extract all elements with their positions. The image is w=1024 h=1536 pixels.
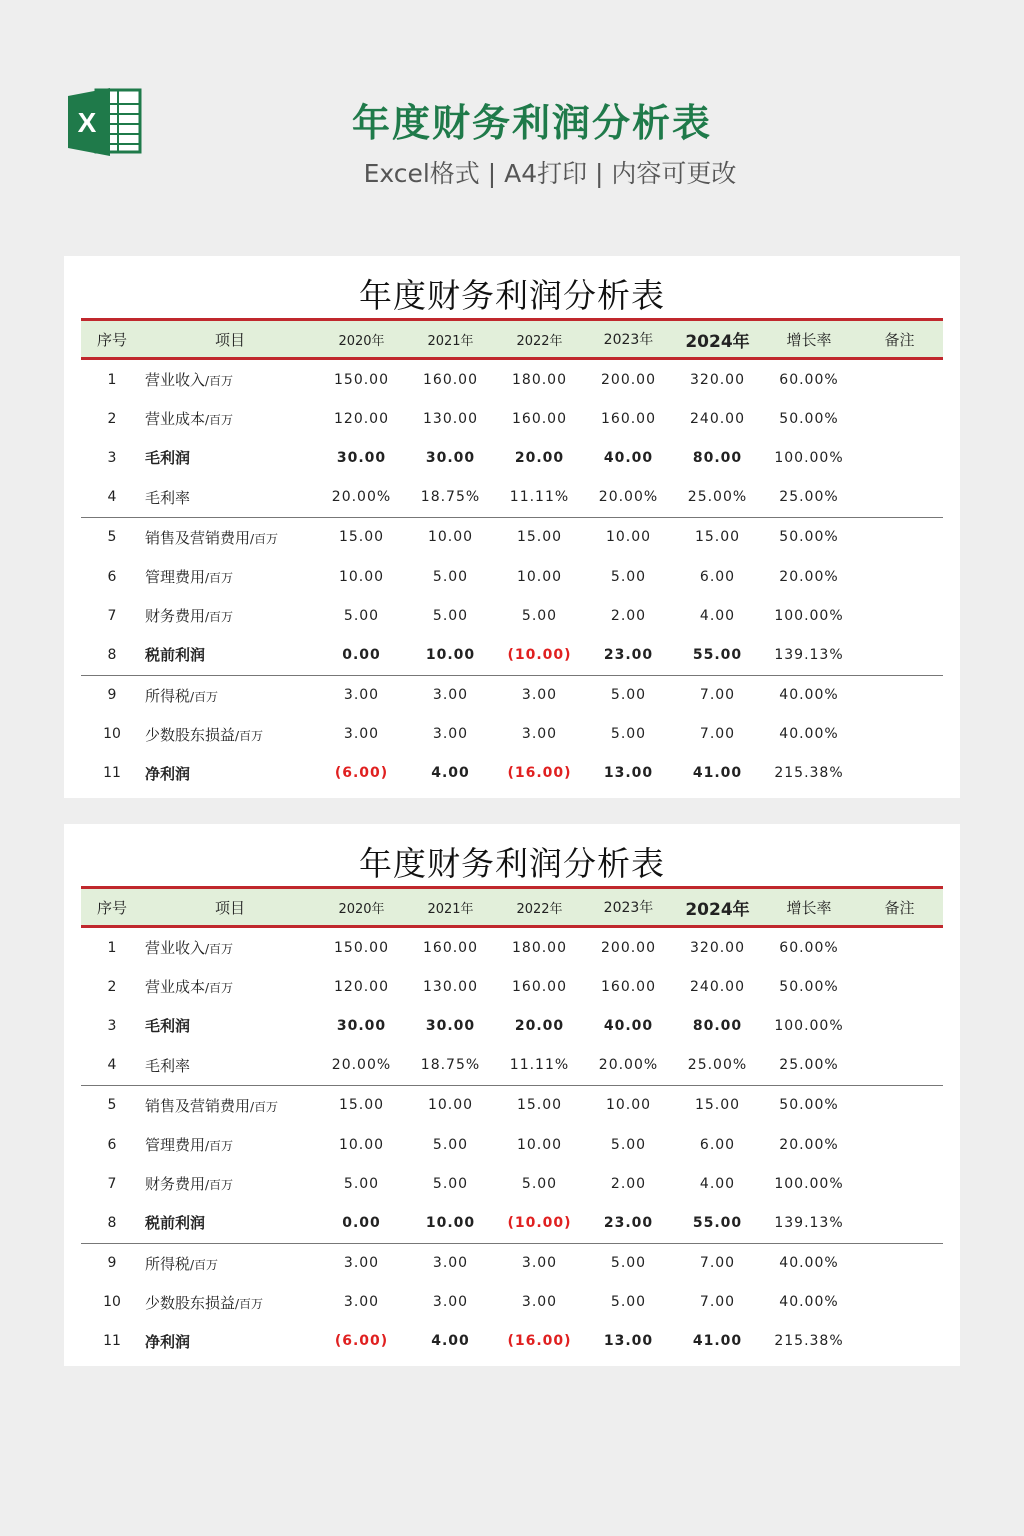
item-name: 毛利润 xyxy=(145,449,191,468)
row-number: 4 xyxy=(107,1057,117,1074)
val-2020: 5.00 xyxy=(343,607,380,624)
growth-rate: 100.00% xyxy=(774,607,844,624)
val-2020: 3.00 xyxy=(343,1294,380,1311)
row-number: 10 xyxy=(103,726,121,743)
val-2020: 30.00 xyxy=(336,1017,387,1034)
growth-rate: 25.00% xyxy=(779,1057,839,1074)
growth-rate: 20.00% xyxy=(779,568,839,585)
item-unit: /百万 xyxy=(205,374,234,389)
item-unit: /百万 xyxy=(235,1296,264,1311)
val-2020: 150.00 xyxy=(334,939,389,956)
val-2024: 240.00 xyxy=(690,410,745,427)
row-number: 1 xyxy=(107,939,117,956)
val-2020: 3.00 xyxy=(343,1255,380,1272)
val-2020: 15.00 xyxy=(338,1097,385,1114)
row-item xyxy=(143,1015,317,1036)
table-row xyxy=(81,1046,943,1086)
val-2022: 160.00 xyxy=(512,410,567,427)
row-number: 8 xyxy=(107,1214,117,1231)
val-2021: 5.00 xyxy=(432,607,469,624)
growth-rate: 50.00% xyxy=(779,1097,839,1114)
growth-rate: 40.00% xyxy=(779,687,839,704)
col-header-2020: 2020年 xyxy=(338,333,385,349)
val-2024: 55.00 xyxy=(692,646,743,663)
item-unit: /百万 xyxy=(205,610,234,625)
svg-text:X: X xyxy=(77,107,97,138)
val-2021: 130.00 xyxy=(423,410,478,427)
table-row xyxy=(81,676,943,715)
item-unit: /百万 xyxy=(205,942,234,957)
val-2024: 4.00 xyxy=(699,1175,736,1192)
table-row xyxy=(81,557,943,596)
col-header-item: 项目 xyxy=(214,898,245,917)
item-name: 少数股东损益 xyxy=(145,1293,236,1312)
profit-table xyxy=(81,886,943,1361)
val-2023: 5.00 xyxy=(610,1294,647,1311)
val-2024: 80.00 xyxy=(692,449,743,466)
row-number: 6 xyxy=(107,568,117,585)
val-2022: 15.00 xyxy=(516,529,563,546)
row-item xyxy=(143,1253,317,1274)
col-header-2021: 2021年 xyxy=(427,333,474,349)
item-unit: /百万 xyxy=(205,1139,234,1154)
val-2021: 160.00 xyxy=(423,939,478,956)
row-number: 2 xyxy=(107,978,117,995)
val-2022: 11.11% xyxy=(509,489,570,506)
val-2021: 10.00 xyxy=(425,646,476,663)
val-2023: 160.00 xyxy=(601,410,656,427)
col-header-no: 序号 xyxy=(96,898,127,917)
val-2020: 20.00% xyxy=(331,489,392,506)
row-number: 8 xyxy=(107,646,117,663)
item-name: 所得税 xyxy=(145,1254,191,1273)
item-name: 管理费用 xyxy=(145,568,206,587)
growth-rate: 40.00% xyxy=(779,1294,839,1311)
val-2024: 6.00 xyxy=(699,1136,736,1153)
item-unit: /百万 xyxy=(190,689,219,704)
row-number: 11 xyxy=(103,765,121,782)
growth-rate: 50.00% xyxy=(779,529,839,546)
row-item xyxy=(143,527,317,548)
val-2020: 10.00 xyxy=(338,1136,385,1153)
row-item xyxy=(143,566,317,587)
val-2020: 3.00 xyxy=(343,687,380,704)
val-2023: 10.00 xyxy=(605,1097,652,1114)
val-2023: 200.00 xyxy=(601,371,656,388)
val-2023: 5.00 xyxy=(610,726,647,743)
col-header-no: 序号 xyxy=(96,330,127,349)
report-card xyxy=(64,824,960,1366)
item-unit: /百万 xyxy=(235,728,264,743)
val-2023: 40.00 xyxy=(603,449,654,466)
item-name: 毛利率 xyxy=(145,1056,191,1075)
col-header-2021: 2021年 xyxy=(427,901,474,917)
table-row xyxy=(81,596,943,635)
row-number: 7 xyxy=(107,607,117,624)
item-unit: /百万 xyxy=(250,1099,279,1114)
item-name: 财务费用 xyxy=(145,607,206,626)
val-2020: 3.00 xyxy=(343,726,380,743)
growth-rate: 100.00% xyxy=(774,1017,844,1034)
item-unit: /百万 xyxy=(190,1257,219,1272)
row-item xyxy=(143,1331,317,1352)
item-unit: /百万 xyxy=(205,1178,234,1193)
val-2022: 5.00 xyxy=(521,607,558,624)
val-2021: 18.75% xyxy=(420,1057,481,1074)
val-2024: 320.00 xyxy=(690,939,745,956)
row-item xyxy=(143,1095,317,1116)
page-subtitle: Excel格式 | A4打印 | 内容可更改 xyxy=(363,159,737,188)
val-2021: 3.00 xyxy=(432,1255,469,1272)
item-name: 营业成本 xyxy=(145,978,206,997)
val-2020: (6.00) xyxy=(334,1333,389,1350)
row-item xyxy=(143,644,317,665)
val-2021: 5.00 xyxy=(432,568,469,585)
val-2023: 20.00% xyxy=(598,1057,659,1074)
val-2021: 3.00 xyxy=(432,1294,469,1311)
val-2022: (16.00) xyxy=(507,765,572,782)
item-name: 营业收入 xyxy=(145,371,206,390)
val-2022: 180.00 xyxy=(512,371,567,388)
table-row xyxy=(81,1283,943,1322)
val-2020: 10.00 xyxy=(338,568,385,585)
val-2021: 130.00 xyxy=(423,978,478,995)
val-2021: 3.00 xyxy=(432,687,469,704)
val-2022: 20.00 xyxy=(514,1017,565,1034)
col-header-growth: 增长率 xyxy=(786,330,832,349)
val-2024: 7.00 xyxy=(699,1294,736,1311)
table-row xyxy=(81,1322,943,1361)
val-2020: 15.00 xyxy=(338,529,385,546)
col-header-note: 备注 xyxy=(884,898,915,917)
col-header-growth: 增长率 xyxy=(786,898,832,917)
table-row xyxy=(81,928,943,967)
page-title: 年度财务利润分析表 xyxy=(351,101,712,145)
col-header-note: 备注 xyxy=(884,330,915,349)
item-name: 净利润 xyxy=(145,764,191,783)
table-row xyxy=(81,1125,943,1164)
val-2022: 180.00 xyxy=(512,939,567,956)
val-2021: 4.00 xyxy=(431,765,470,782)
growth-rate: 60.00% xyxy=(779,939,839,956)
val-2020: 0.00 xyxy=(342,1214,381,1231)
item-name: 少数股东损益 xyxy=(145,725,236,744)
val-2024: 7.00 xyxy=(699,1255,736,1272)
val-2024: 4.00 xyxy=(699,607,736,624)
val-2023: 5.00 xyxy=(610,568,647,585)
table-title: 年度财务利润分析表 xyxy=(359,276,665,315)
row-number: 10 xyxy=(103,1294,121,1311)
row-item xyxy=(143,487,317,508)
growth-rate: 215.38% xyxy=(774,1333,844,1350)
val-2021: 5.00 xyxy=(432,1136,469,1153)
val-2024: 240.00 xyxy=(690,978,745,995)
row-number: 5 xyxy=(107,529,117,546)
col-header-2022: 2022年 xyxy=(516,901,563,917)
item-name: 管理费用 xyxy=(145,1136,206,1155)
table-body xyxy=(81,360,943,793)
col-header-2023: 2023年 xyxy=(603,900,654,916)
profit-table xyxy=(81,318,943,793)
val-2020: (6.00) xyxy=(334,765,389,782)
item-name: 毛利率 xyxy=(145,488,191,507)
val-2022: (10.00) xyxy=(507,646,572,663)
row-item xyxy=(143,1173,317,1194)
table-row xyxy=(81,1244,943,1283)
val-2021: 30.00 xyxy=(425,449,476,466)
val-2021: 30.00 xyxy=(425,1017,476,1034)
val-2022: (16.00) xyxy=(507,1333,572,1350)
row-item xyxy=(143,408,317,429)
table-header xyxy=(81,318,943,360)
val-2022: 3.00 xyxy=(521,726,558,743)
val-2021: 10.00 xyxy=(427,529,474,546)
val-2024: 7.00 xyxy=(699,687,736,704)
val-2023: 5.00 xyxy=(610,1255,647,1272)
row-item xyxy=(143,369,317,390)
item-name: 税前利润 xyxy=(145,1214,206,1233)
row-number: 11 xyxy=(103,1333,121,1350)
col-header-2024: 2024年 xyxy=(685,331,750,352)
row-item xyxy=(143,976,317,997)
table-title: 年度财务利润分析表 xyxy=(359,844,665,883)
col-header-item: 项目 xyxy=(214,330,245,349)
item-name: 销售及营销费用 xyxy=(145,528,251,547)
item-name: 所得税 xyxy=(145,686,191,705)
val-2022: 20.00 xyxy=(514,449,565,466)
growth-rate: 40.00% xyxy=(779,726,839,743)
val-2024: 15.00 xyxy=(694,1097,741,1114)
val-2023: 10.00 xyxy=(605,529,652,546)
row-item xyxy=(143,937,317,958)
row-item xyxy=(143,605,317,626)
val-2022: 10.00 xyxy=(516,568,563,585)
table-row xyxy=(81,1164,943,1203)
row-item xyxy=(143,447,317,468)
growth-rate: 139.13% xyxy=(774,1214,844,1231)
row-item xyxy=(143,724,317,745)
val-2021: 10.00 xyxy=(427,1097,474,1114)
row-number: 5 xyxy=(107,1097,117,1114)
item-name: 税前利润 xyxy=(145,646,206,665)
table-row xyxy=(81,1006,943,1045)
val-2020: 5.00 xyxy=(343,1175,380,1192)
table-row xyxy=(81,635,943,675)
growth-rate: 60.00% xyxy=(779,371,839,388)
val-2021: 3.00 xyxy=(432,726,469,743)
val-2023: 20.00% xyxy=(598,489,659,506)
val-2024: 80.00 xyxy=(692,1017,743,1034)
val-2024: 15.00 xyxy=(694,529,741,546)
val-2020: 20.00% xyxy=(331,1057,392,1074)
val-2020: 150.00 xyxy=(334,371,389,388)
val-2023: 13.00 xyxy=(603,1333,654,1350)
table-row xyxy=(81,1086,943,1125)
row-item xyxy=(143,1292,317,1313)
val-2022: 11.11% xyxy=(509,1057,570,1074)
val-2022: (10.00) xyxy=(507,1214,572,1231)
val-2024: 7.00 xyxy=(699,726,736,743)
row-number: 4 xyxy=(107,489,117,506)
col-header-2023: 2023年 xyxy=(603,332,654,348)
item-name: 营业成本 xyxy=(145,410,206,429)
row-item xyxy=(143,1134,317,1155)
growth-rate: 215.38% xyxy=(774,765,844,782)
growth-rate: 50.00% xyxy=(779,410,839,427)
row-item xyxy=(143,1212,317,1233)
table-row xyxy=(81,478,943,518)
row-number: 9 xyxy=(107,1255,117,1272)
val-2020: 0.00 xyxy=(342,646,381,663)
col-header-2024: 2024年 xyxy=(685,899,750,920)
table-row xyxy=(81,754,943,793)
val-2024: 320.00 xyxy=(690,371,745,388)
growth-rate: 100.00% xyxy=(774,449,844,466)
val-2021: 4.00 xyxy=(431,1333,470,1350)
row-number: 2 xyxy=(107,410,117,427)
val-2024: 41.00 xyxy=(692,765,743,782)
val-2023: 5.00 xyxy=(610,687,647,704)
val-2022: 5.00 xyxy=(521,1175,558,1192)
item-unit: /百万 xyxy=(205,571,234,586)
val-2023: 200.00 xyxy=(601,939,656,956)
row-number: 9 xyxy=(107,687,117,704)
val-2022: 3.00 xyxy=(521,1255,558,1272)
table-row xyxy=(81,399,943,438)
table-row xyxy=(81,1203,943,1243)
val-2022: 15.00 xyxy=(516,1097,563,1114)
val-2023: 13.00 xyxy=(603,765,654,782)
item-unit: /百万 xyxy=(205,413,234,428)
val-2024: 6.00 xyxy=(699,568,736,585)
table-row xyxy=(81,438,943,477)
table-row xyxy=(81,967,943,1006)
val-2024: 25.00% xyxy=(687,1057,748,1074)
item-name: 毛利润 xyxy=(145,1017,191,1036)
val-2021: 5.00 xyxy=(432,1175,469,1192)
val-2023: 23.00 xyxy=(603,1214,654,1231)
item-unit: /百万 xyxy=(205,981,234,996)
row-item xyxy=(143,1055,317,1076)
row-number: 1 xyxy=(107,371,117,388)
col-header-2020: 2020年 xyxy=(338,901,385,917)
val-2023: 23.00 xyxy=(603,646,654,663)
val-2024: 25.00% xyxy=(687,489,748,506)
report-card xyxy=(64,256,960,798)
row-item xyxy=(143,763,317,784)
val-2021: 18.75% xyxy=(420,489,481,506)
growth-rate: 50.00% xyxy=(779,978,839,995)
item-name: 净利润 xyxy=(145,1332,191,1351)
val-2021: 10.00 xyxy=(425,1214,476,1231)
item-name: 销售及营销费用 xyxy=(145,1096,251,1115)
table-row xyxy=(81,518,943,557)
page-header xyxy=(0,0,1024,230)
item-name: 营业收入 xyxy=(145,939,206,958)
table-header xyxy=(81,886,943,928)
row-number: 6 xyxy=(107,1136,117,1153)
val-2024: 55.00 xyxy=(692,1214,743,1231)
row-number: 3 xyxy=(107,1017,117,1034)
item-unit: /百万 xyxy=(250,531,279,546)
growth-rate: 40.00% xyxy=(779,1255,839,1272)
row-number: 7 xyxy=(107,1175,117,1192)
val-2020: 120.00 xyxy=(334,978,389,995)
val-2023: 160.00 xyxy=(601,978,656,995)
item-name: 财务费用 xyxy=(145,1175,206,1194)
growth-rate: 20.00% xyxy=(779,1136,839,1153)
table-row xyxy=(81,715,943,754)
growth-rate: 25.00% xyxy=(779,489,839,506)
val-2020: 120.00 xyxy=(334,410,389,427)
val-2023: 5.00 xyxy=(610,1136,647,1153)
val-2023: 40.00 xyxy=(603,1017,654,1034)
growth-rate: 100.00% xyxy=(774,1175,844,1192)
val-2022: 3.00 xyxy=(521,1294,558,1311)
val-2023: 2.00 xyxy=(610,607,647,624)
val-2020: 30.00 xyxy=(336,449,387,466)
row-item xyxy=(143,685,317,706)
growth-rate: 139.13% xyxy=(774,646,844,663)
val-2023: 2.00 xyxy=(610,1175,647,1192)
val-2022: 10.00 xyxy=(516,1136,563,1153)
val-2022: 3.00 xyxy=(521,687,558,704)
val-2024: 41.00 xyxy=(692,1333,743,1350)
table-row xyxy=(81,360,943,399)
val-2022: 160.00 xyxy=(512,978,567,995)
table-body xyxy=(81,928,943,1361)
col-header-2022: 2022年 xyxy=(516,333,563,349)
val-2021: 160.00 xyxy=(423,371,478,388)
row-number: 3 xyxy=(107,449,117,466)
